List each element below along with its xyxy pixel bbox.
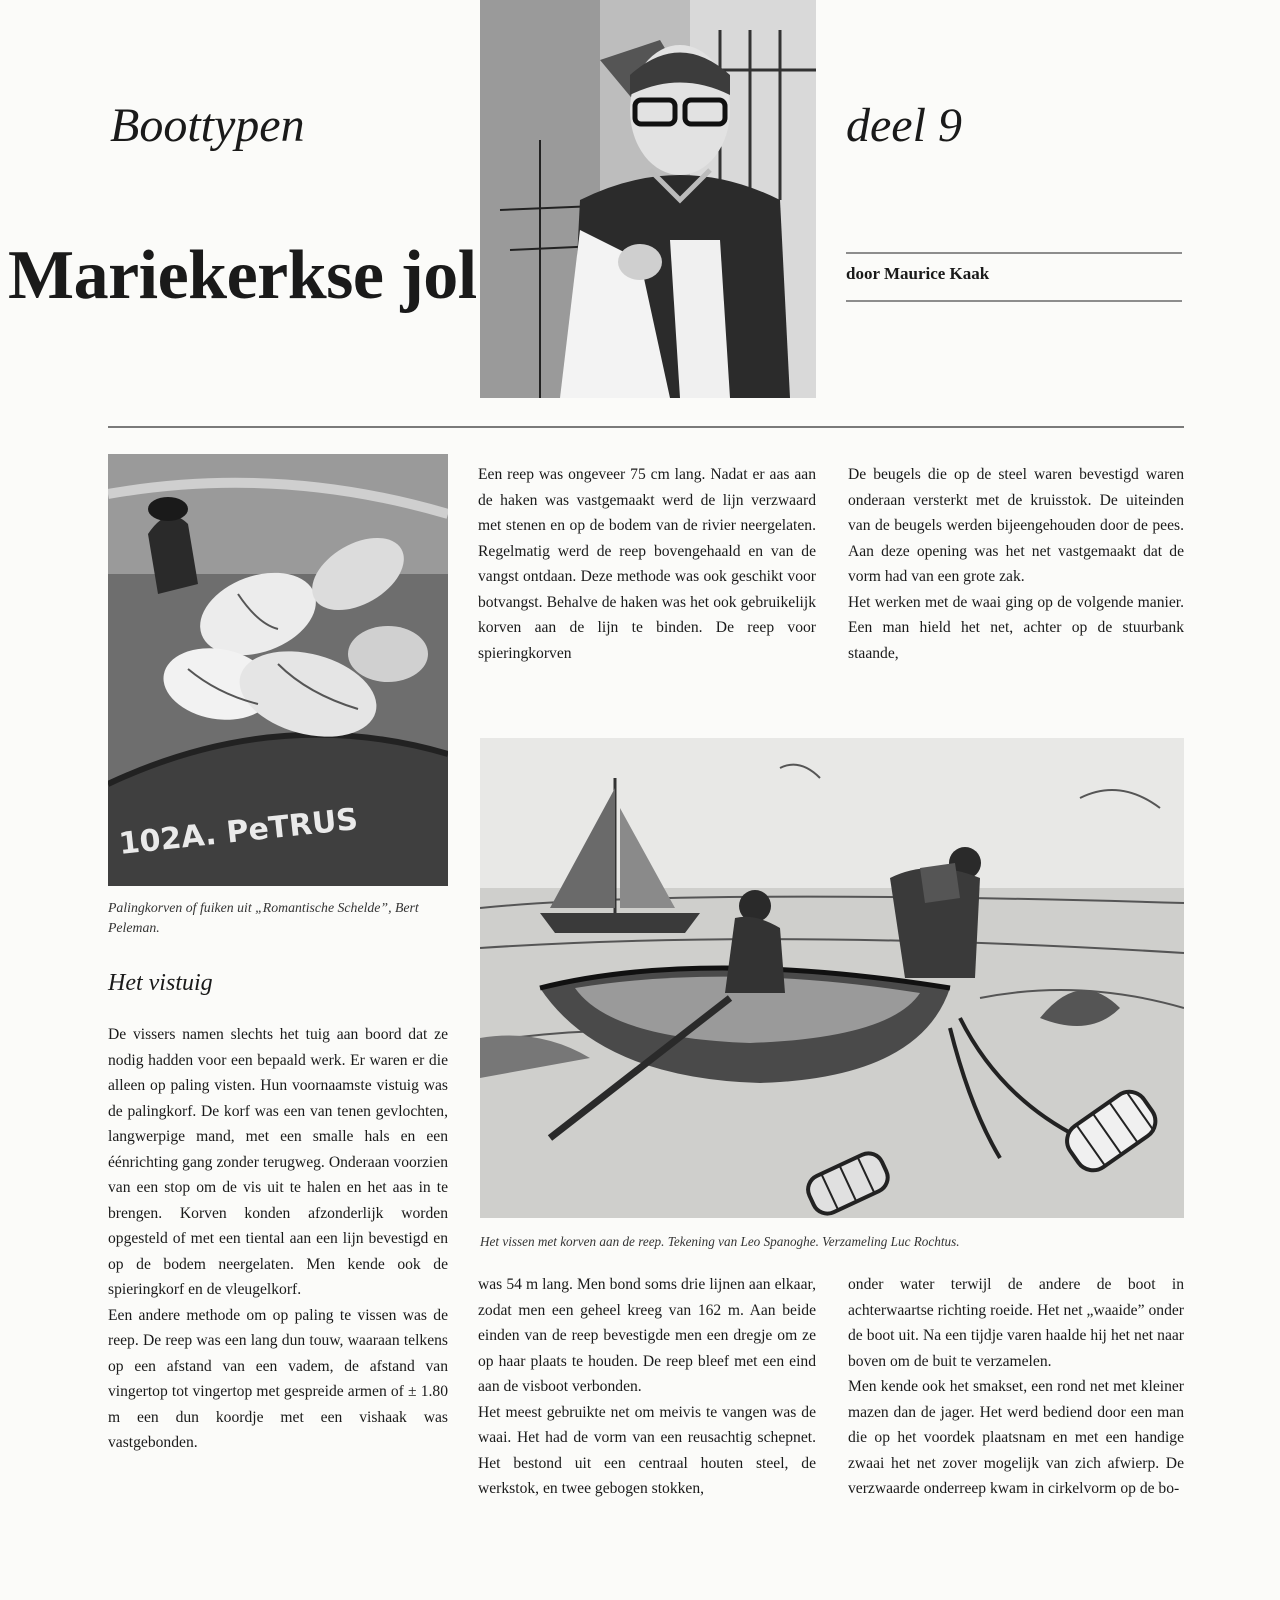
paragraph: De beugels die op de steel waren bevestigd waren onderaan versterkt met de kruisstok. De uiteinden van de beugels werden bijeengehouden door de pees. Aan deze opening was het net vastgemaakt dat de vorm had van een grote zak.	[848, 466, 1184, 585]
paragraph: Het meest gebruikte net om meivis te vangen was de waai. Het had de vorm van een reusachtig schepnet. Het bestond uit een centraal houten steel, de werkstok, en twee gebogen stokken,	[478, 1403, 816, 1497]
column-middle-bottom	[478, 1272, 816, 1502]
article-title: Mariekerkse jol	[8, 237, 477, 314]
paragraph: Een andere methode om op paling te vissen was de reep. De reep was een lang dun touw, waaraan telkens op een afstand van een vadem, de afstand van vingertop tot vingertop met gespreide armen of ± 1.80 m een dun koordje met een vishaak was vastgebonden.	[108, 1306, 448, 1451]
series-title: Boottypen	[110, 99, 305, 152]
paragraph: Men kende ook het smakset, een rond net met kleiner mazen dan de jager. Het werd bediend door een man die op het voordek plaatsnam en met een handige zwaai het net zover mogelijk van zich afwierp. De verzwaarde onderreep kwam in cirkelvorm op de bo-	[848, 1378, 1184, 1497]
portrait-photo	[480, 0, 816, 398]
column-middle-top	[478, 462, 816, 666]
photo-caption: Palingkorven of fuiken uit „Romantische Schelde”, Bert Peleman.	[108, 900, 419, 935]
boat-registration-label: 102A. PeTRUS	[117, 802, 360, 862]
paragraph: Het werken met de waai ging op de volgende manier. Een man hield het net, achter op de stuurbank staande,	[848, 593, 1184, 662]
paragraph: onder water terwijl de andere de boot in achterwaartse richting roeide. Het net „waaide” onder de boot uit. Na een tijdje varen haalde hij het net naar boven om de buit te verzamelen.	[848, 1276, 1184, 1370]
column-right-top	[848, 462, 1184, 666]
eel-basket-photo	[108, 454, 448, 886]
byline-rule-bottom	[846, 300, 1182, 302]
column-left	[108, 1022, 448, 1456]
paragraph: Een reep was ongeveer 75 cm lang. Nadat er aas aan de haken was vastgemaakt werd de lijn verzwaard met stenen en op de bodem van de rivier neergelaten. Regelmatig werd de reep bovengehaald en van de vangst ontdaan. Deze methode was ook geschikt voor botvangst. Behalve de haken was het ook gebruikelijk korven aan de lijn te binden. De reep voor spieringkorven	[478, 466, 816, 662]
drawing-caption: Het vissen met korven aan de reep. Tekening van Leo Spanoghe. Verzameling Luc Rochtus.	[480, 1234, 960, 1249]
paragraph: was 54 m lang. Men bond soms drie lijnen aan elkaar, zodat men een geheel kreeg van 162 m. Aan beide einden van de reep bevestigde men een dregje om ze op haar plaats te houden. De reep bleef met een eind aan de visboot verbonden.	[478, 1276, 816, 1395]
column-right-bottom	[848, 1272, 1184, 1502]
byline: door Maurice Kaak	[846, 264, 990, 283]
byline-rule-top	[846, 252, 1182, 254]
part-number: deel 9	[846, 99, 962, 152]
section-heading: Het vistuig	[108, 970, 213, 996]
paragraph: De vissers namen slechts het tuig aan boord dat ze nodig hadden voor een bepaald werk. Er waren er die alleen op paling visten. Hun voornaamste vistuig was de palingkorf. De korf was een van tenen gevlochten, langwerpige mand, met een smalle hals en een éénrichting gang zonder terugweg. Onderaan voorzien van een stop om de vis uit te halen en het aas in te brengen. Korven konden afzonderlijk worden opgesteld of met een tiental aan een lijn bevestigd en op de bodem neergelaten. Men kende ook de spieringkorf en de vleugelkorf.	[108, 1026, 448, 1298]
fishing-drawing	[480, 738, 1184, 1218]
section-divider	[108, 426, 1184, 428]
